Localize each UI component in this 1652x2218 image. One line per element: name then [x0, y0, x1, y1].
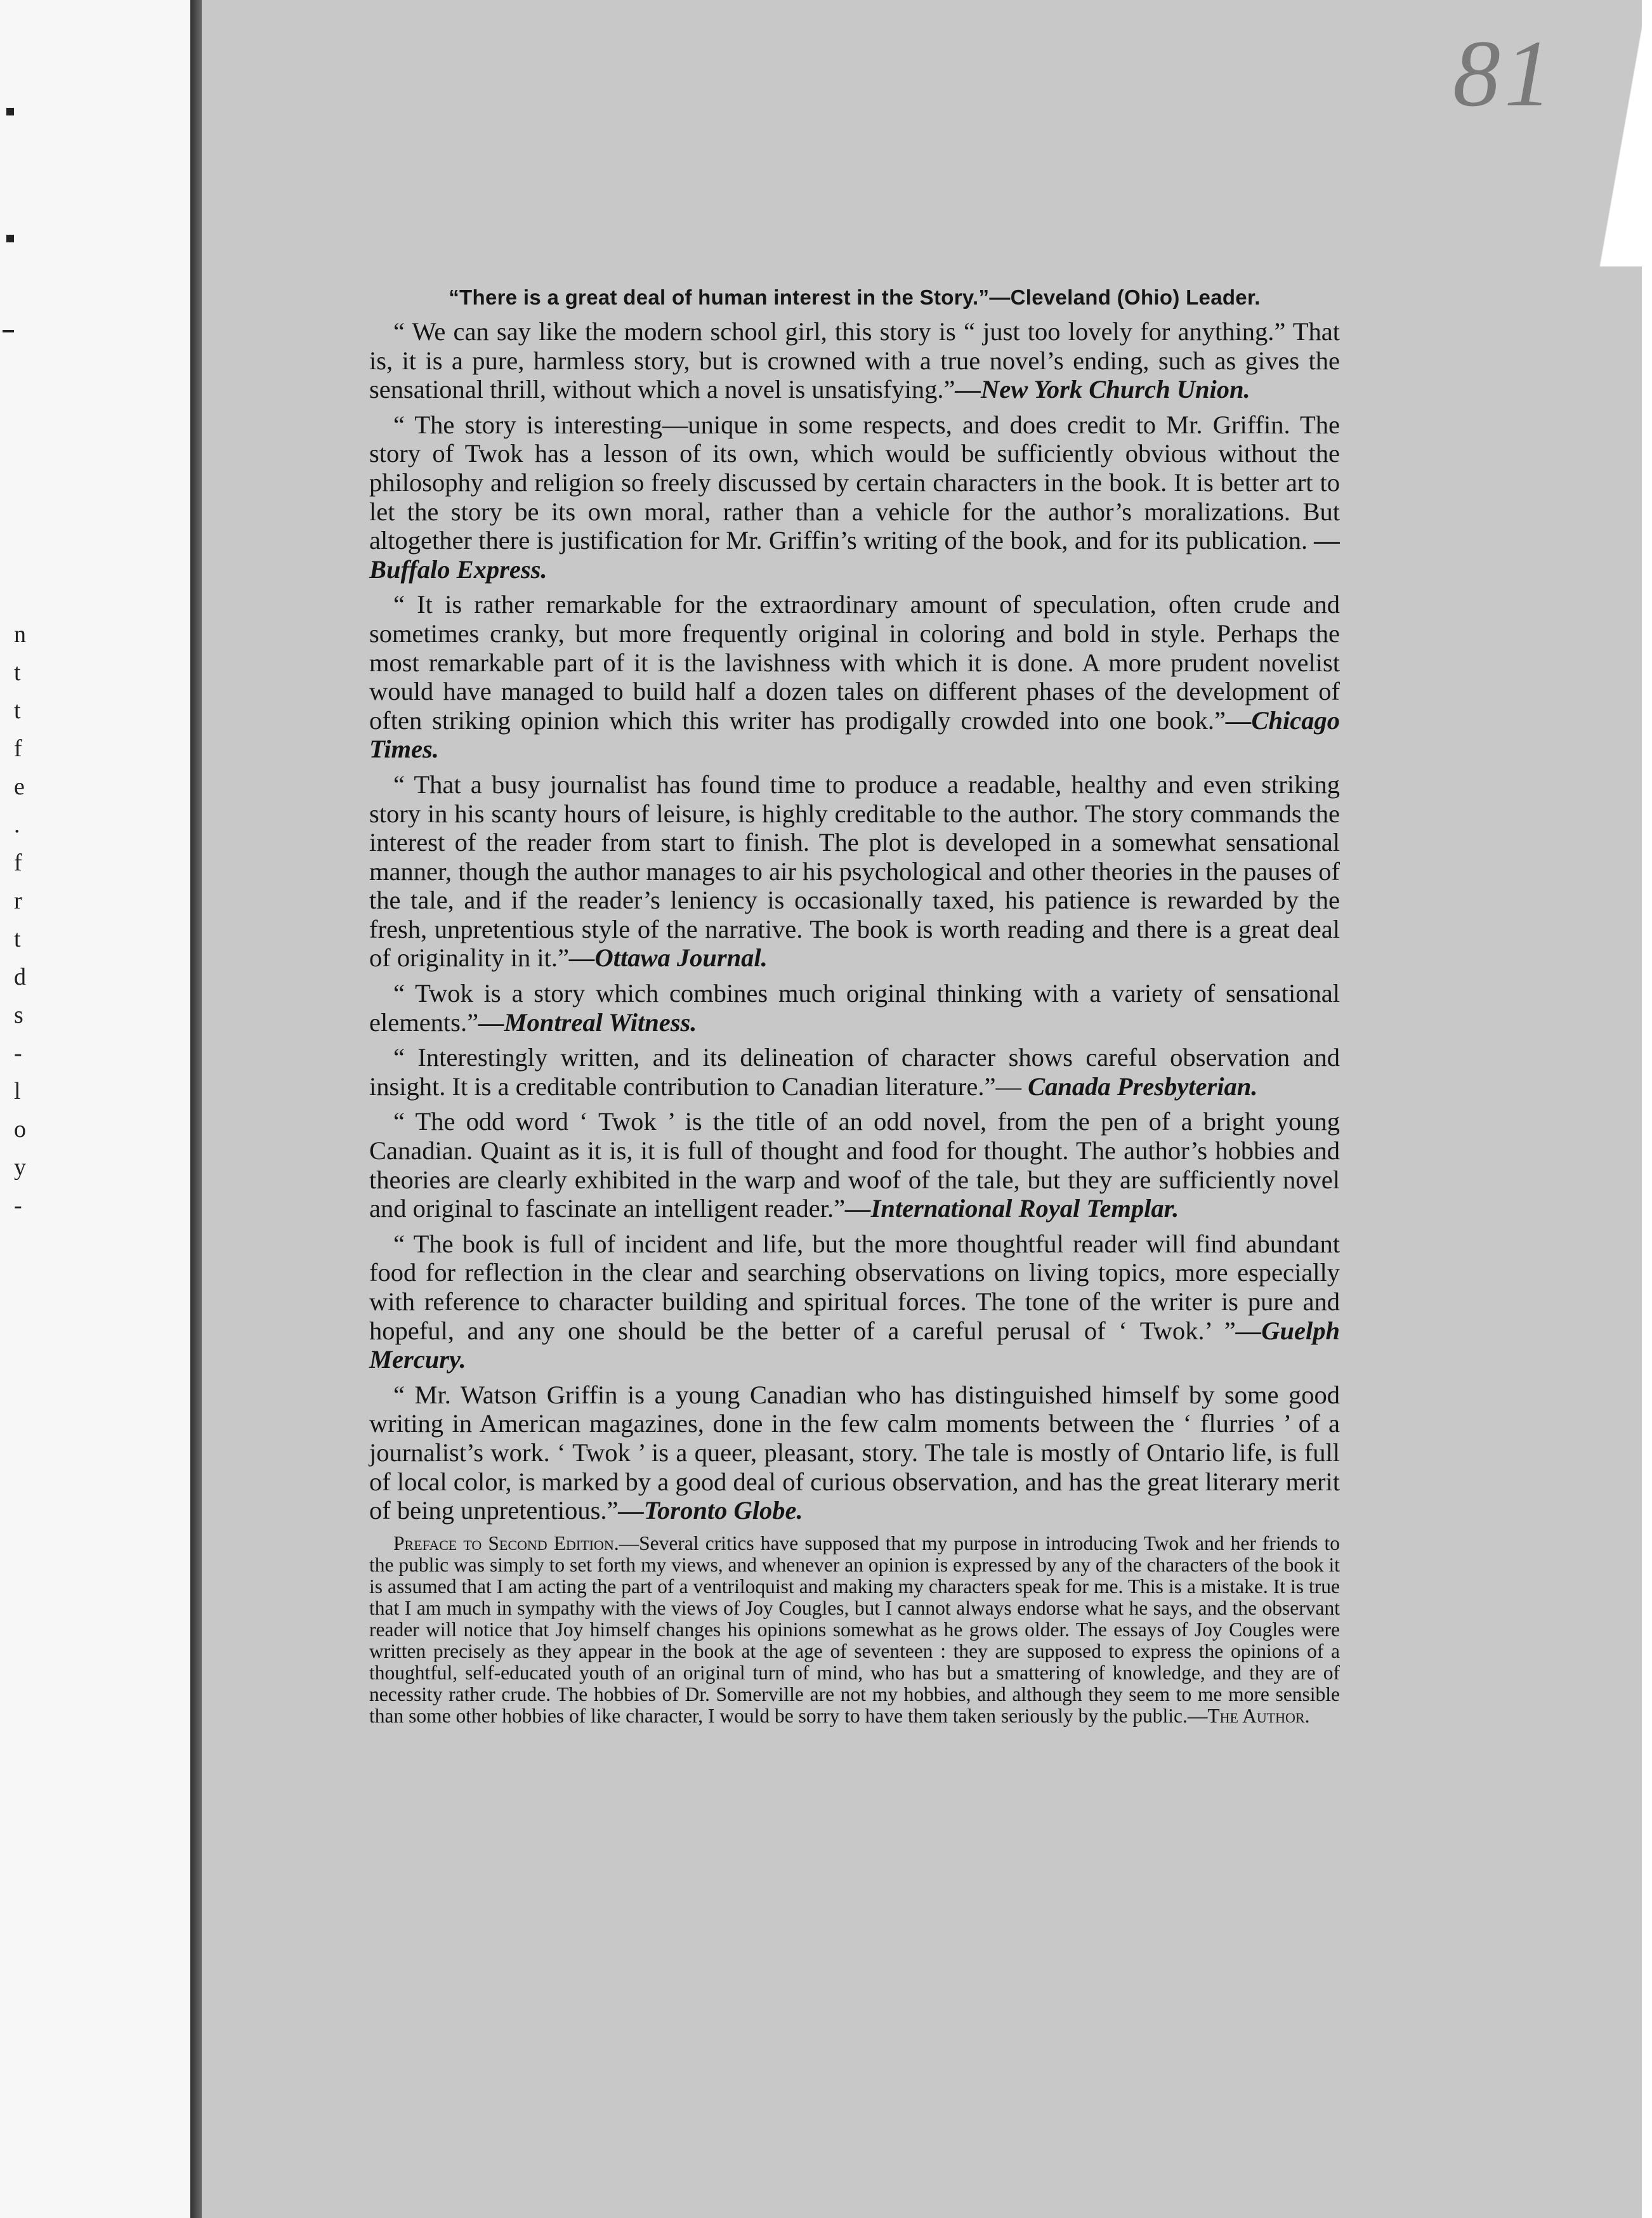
preface-heading: Preface to Second Edition.	[393, 1532, 619, 1554]
review-paragraph	[369, 770, 1340, 973]
review-paragraph	[369, 410, 1340, 584]
review-paragraph	[369, 590, 1340, 764]
preface-signature: The Author.	[1207, 1704, 1310, 1727]
review-source: —Ottawa Journal.	[568, 943, 768, 973]
headline: “There is a great deal of human interest in the Story.”—Cleveland (Ohio) Leader.	[449, 285, 1261, 309]
preface-paragraph	[369, 1533, 1340, 1727]
adjacent-letter: d	[14, 964, 26, 990]
review-source: —Buffalo Express.	[369, 526, 1341, 584]
handwritten-page-number: 81	[1453, 21, 1556, 126]
review-paragraph	[369, 979, 1340, 1037]
review-text: “ Twok is a story which combines much original thinking with a variety of sensational elements.”	[369, 979, 1340, 1037]
review-paragraph	[369, 317, 1340, 404]
review-text: “ Mr. Watson Griffin is a young Canadian who has distinguished himself by some good writing in American magazines, done in the few calm moments between the ‘ flurries ’ of a journalist’s work. ‘ Twok ’ is a queer, pleasant, story. The tale is mostly of Ontario life, is full of local color, is marked by a good deal of curious observation, and has the great literary merit of being unpretentious.”	[369, 1380, 1340, 1525]
review-paragraph	[369, 1230, 1340, 1374]
review-paragraph	[369, 1381, 1340, 1525]
edge-mark	[6, 108, 14, 115]
review-source: —Chicago Times.	[369, 705, 1340, 764]
page-content	[369, 280, 1340, 1727]
review-paragraph	[369, 1043, 1340, 1101]
book-spine	[190, 0, 202, 2218]
adjacent-letter: s	[14, 1002, 23, 1028]
review-source: —New York Church Union.	[955, 375, 1250, 404]
adjacent-letter: l	[14, 1078, 21, 1105]
adjacent-letter: .	[14, 811, 20, 838]
review-source: —International Royal Templar.	[845, 1194, 1179, 1223]
review-text: “ We can say like the modern school girl, this story is “ just too lovely for anything.” That is, it is a pure, harmless story, but is crowned with a true novel’s ending, such as gives the sensational thrill, without which a novel is unsatisfying.”	[369, 317, 1340, 404]
adjacent-letter: t	[14, 926, 21, 952]
adjacent-letter: t	[14, 659, 21, 686]
review-text: “ Interestingly written, and its delineation of character shows careful observation and insight. It is a creditable contribution to Canadian literature.”—	[369, 1043, 1340, 1101]
adjacent-letter: o	[14, 1116, 26, 1143]
adjacent-page-strip	[0, 0, 190, 2218]
adjacent-letter: -	[14, 1040, 22, 1066]
adjacent-letter: t	[14, 697, 21, 724]
page-edge	[1642, 0, 1652, 2218]
adjacent-letter: f	[14, 735, 22, 762]
review-source: —Toronto Globe.	[618, 1496, 803, 1525]
edge-mark	[6, 235, 14, 242]
review-source: Canada Presbyterian.	[1028, 1072, 1258, 1101]
adjacent-letter: e	[14, 773, 25, 800]
review-text: “ It is rather remarkable for the extraordinary amount of speculation, often crude and sometimes cranky, but more frequently original in coloring and bold in style. Perhaps the most remarkable part of it is the lavishness with which it is done. A more prudent novelist would have managed to build half a dozen tales on different phases of the development of often striking opinion which this writer has prodigally crowded into one book.”	[369, 590, 1340, 735]
review-text: “ The odd word ‘ Twok ’ is the title of an odd novel, from the pen of a bright young Canadian. Quaint as it is, it is full of thought and food for thought. The author’s hobbies and theories are clearly exhibited in the warp and woof of the tale, but they are sufficiently novel and original to fascinate an intelligent reader.”	[369, 1107, 1340, 1223]
adjacent-letter: -	[14, 1192, 22, 1219]
adjacent-letter: f	[14, 850, 22, 876]
adjacent-letter: y	[14, 1154, 26, 1181]
edge-mark	[3, 330, 14, 332]
review-source: —Guelph Mercury.	[369, 1316, 1340, 1374]
review-text: “ The book is full of incident and life, but the more thoughtful reader will find abundant food for reflection in the clear and searching observations on living topics, more especially with reference to character building and spiritual forces. The tone of the writer is pure and hopeful, and any one should be the better of a careful perusal of ‘ Twok.’ ”	[369, 1229, 1340, 1345]
review-source: —Montreal Witness.	[478, 1007, 697, 1037]
adjacent-letter: n	[14, 621, 26, 648]
preface-text: —Several critics have supposed that my purpose in introducing Twok and her friends to the public was simply to set forth my views, and whenever an opinion is expressed by any of the characters of the book it is assumed that I am acting the part of a ventriloquist and making my characters speak for me. This is a mistake. It is true that I am much in sympathy with the views of Joy Cougles, but I cannot always endorse what he says, and the observant reader will notice that Joy himself changes his opinions somewhat as he grows older. The essays of Joy Cougles were written precisely as they appear in the book at the age of seventeen : they are supposed to express the opinions of a thoughtful, self-educated youth of an original turn of mind, who has but a smattering of knowledge, and they are of necessity rather crude. The hobbies of Dr. Somerville are not my hobbies, and although they seem to me more sensible than some other hobbies of like character, I would be sorry to have them taken seriously by the public.—	[369, 1532, 1340, 1727]
review-text: “ That a busy journalist has found time to produce a readable, healthy and even striking story in his scanty hours of leisure, is highly creditable to the author. The story commands the interest of the reader from start to finish. The plot is developed in a somewhat sensational manner, though the author manages to air his psychological and other theories in the pauses of the tale, and if the reader’s leniency is occasionally taxed, his patience is rewarded by the fresh, unpretentious style of the narrative. The book is worth reading and there is a great deal of originality in it.”	[369, 770, 1340, 973]
adjacent-letter: r	[14, 888, 22, 914]
page-corner	[1578, 0, 1652, 266]
review-text: “ The story is interesting—unique in some respects, and does credit to Mr. Griffin. The story of Twok has a lesson of its own, which would be sufficiently obvious without the philosophy and religion so freely discussed by certain characters in the book. It is better art to let the story be its own moral, rather than a vehicle for the author’s moralizations. But altogether there is justification for Mr. Griffin’s writing of the book, and for its publication.	[369, 410, 1340, 555]
review-paragraph	[369, 1107, 1340, 1223]
adjacent-page-letters	[14, 615, 26, 1224]
